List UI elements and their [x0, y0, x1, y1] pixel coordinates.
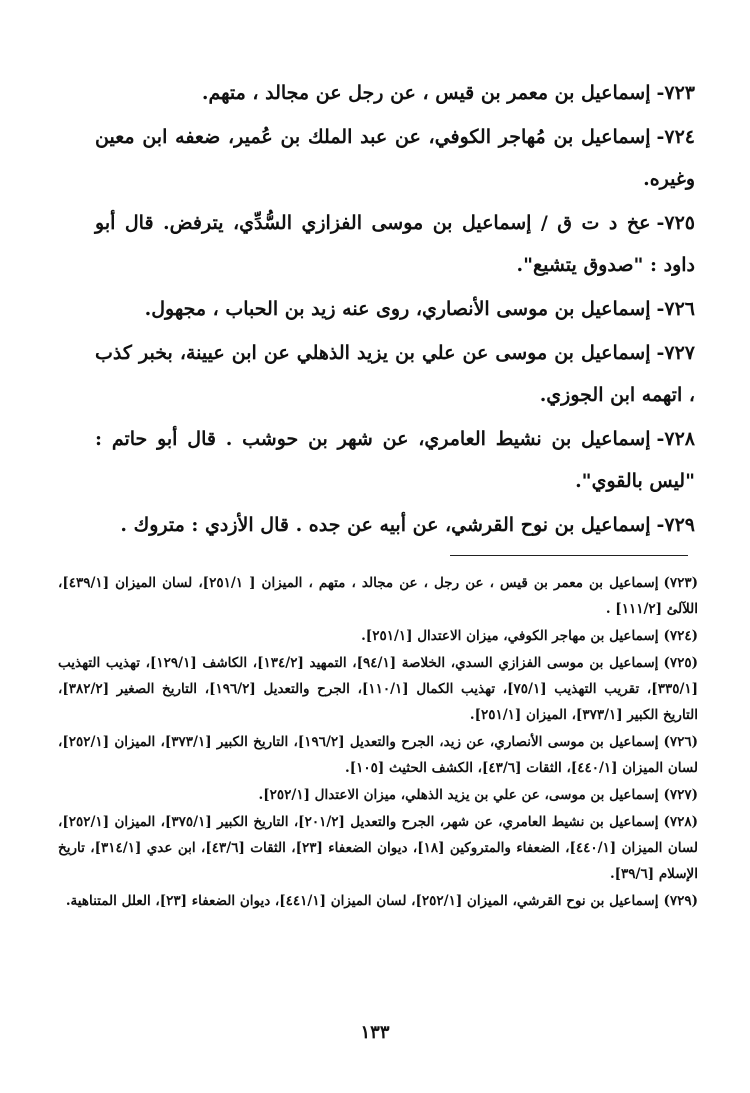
entry-725 [95, 202, 695, 286]
entry-number: ٧٢٤- [656, 126, 695, 148]
footnote-723 [58, 570, 698, 622]
footnote-text: إسماعيل بن معمر بن قيس ، عن رجل ، عن مجالد ، متهم ، الميزان [ ٢٥١/١]، لسان الميزان [٤٣٩/١]، اللآلئ [١١١/٢] . [58, 575, 698, 617]
entry-number: ٧٢٣- [656, 82, 695, 104]
entry-727 [95, 332, 695, 416]
footnote-text: إسماعيل بن موسى الأنصاري، عن زيد، الجرح والتعديل [١٩٦/٢]، التاريخ الكبير [٣٧٣/١]، الميزان [٢٥٢/١]، لسان الميزان [٤٤٠/١]، الثقات [٤٣/٦]، الكشف الحثيث [١٠٥]. [58, 734, 698, 776]
entry-text: إسماعيل بن مُهاجر الكوفي، عن عبد الملك بن عُمير، ضعفه ابن معين وغيره. [95, 126, 695, 190]
footnote-text: إسماعيل بن نوح القرشي، الميزان [٢٥٢/١]، لسان الميزان [٤٤١/١]، ديوان الضعفاء [٢٣]، العلل المتناهية. [65, 893, 659, 909]
entry-text: إسماعيل بن موسى عن علي بن يزيد الذهلي عن ابن عيينة، بخبر كذب ، اتهمه ابن الجوزي. [95, 342, 695, 406]
main-entries [95, 72, 695, 548]
footnote-number: (٧٢٣) [663, 575, 699, 591]
footnote-number: (٧٢٦) [663, 734, 698, 750]
footnote-726 [58, 729, 698, 781]
entry-726 [95, 288, 695, 330]
entry-728 [95, 418, 695, 502]
footnote-text: إسماعيل بن نشيط العامري، عن شهر، الجرح والتعديل [٢٠١/٢]، التاريخ الكبير [٣٧٥/١]، الميزان [٢٥٢/١]، لسان الميزان [٤٤٠/١]، الضعفاء والمتروكين [١٨]، ديوان الضعفاء [٢٣]، الثقات [٤٣/٦]، ابن عدي [٣١٤/١]، تاريخ الإسلام [٣٩/٦]. [58, 814, 699, 882]
entry-723 [95, 72, 695, 114]
entry-number: ٧٢٩- [656, 514, 695, 536]
footnote-number: (٧٢٨) [663, 814, 698, 830]
entry-text: عخ د ت ق / إسماعيل بن موسى الفزازي السُّدِّي، يترفض. قال أبو داود : "صدوق يتشيع". [95, 212, 695, 276]
footnote-number: (٧٢٧) [663, 787, 698, 803]
entry-number: ٧٢٨- [656, 428, 695, 450]
footnote-divider [450, 555, 688, 556]
footnote-text: إسماعيل بن موسى الفزازي السدي، الخلاصة [٩٤/١]، التمهيد [١٣٤/٢]، الكاشف [١٢٩/١]، تهذيب التهذيب [٣٣٥/١]، تقريب التهذيب [٧٥/١]، تهذيب الكمال [١١٠/١]، الجرح والتعديل [١٩٦/٢]، التاريخ الصغير [٣٨٢/٢]، التاريخ الكبير [٣٧٣/١]، الميزان [٢٥١/١]. [58, 655, 699, 723]
footnote-727 [58, 782, 698, 808]
footnote-729 [58, 888, 698, 914]
footnote-text: إسماعيل بن مهاجر الكوفي، ميزان الاعتدال [٢٥١/١]. [361, 628, 659, 644]
footnote-724 [58, 623, 698, 649]
entry-number: ٧٢٧- [656, 342, 695, 364]
footnote-728 [58, 809, 698, 887]
entry-number: ٧٢٦- [656, 298, 695, 320]
entry-text: إسماعيل بن معمر بن قيس ، عن رجل عن مجالد ، متهم. [201, 82, 651, 104]
entry-text: إسماعيل بن نشيط العامري، عن شهر بن حوشب . قال أبو حاتم : "ليس بالقوي". [95, 428, 695, 492]
footnote-number: (٧٢٩) [663, 893, 698, 909]
footnote-text: إسماعيل بن موسى، عن علي بن يزيد الذهلي، ميزان الاعتدال [٢٥٢/١]. [258, 787, 659, 803]
page-number: ١٣٣ [360, 1022, 390, 1043]
entry-text: إسماعيل بن نوح القرشي، عن أبيه عن جده . قال الأزدي : متروك . [120, 514, 651, 536]
footnote-number: (٧٢٤) [663, 628, 698, 644]
entry-724 [95, 116, 695, 200]
footnote-725 [58, 650, 698, 728]
footnote-number: (٧٢٥) [663, 655, 698, 671]
entry-number: ٧٢٥- [656, 212, 695, 234]
footnotes [58, 570, 698, 915]
entry-729 [95, 504, 695, 546]
entry-text: إسماعيل بن موسى الأنصاري، روى عنه زيد بن الحباب ، مجهول. [144, 298, 651, 320]
